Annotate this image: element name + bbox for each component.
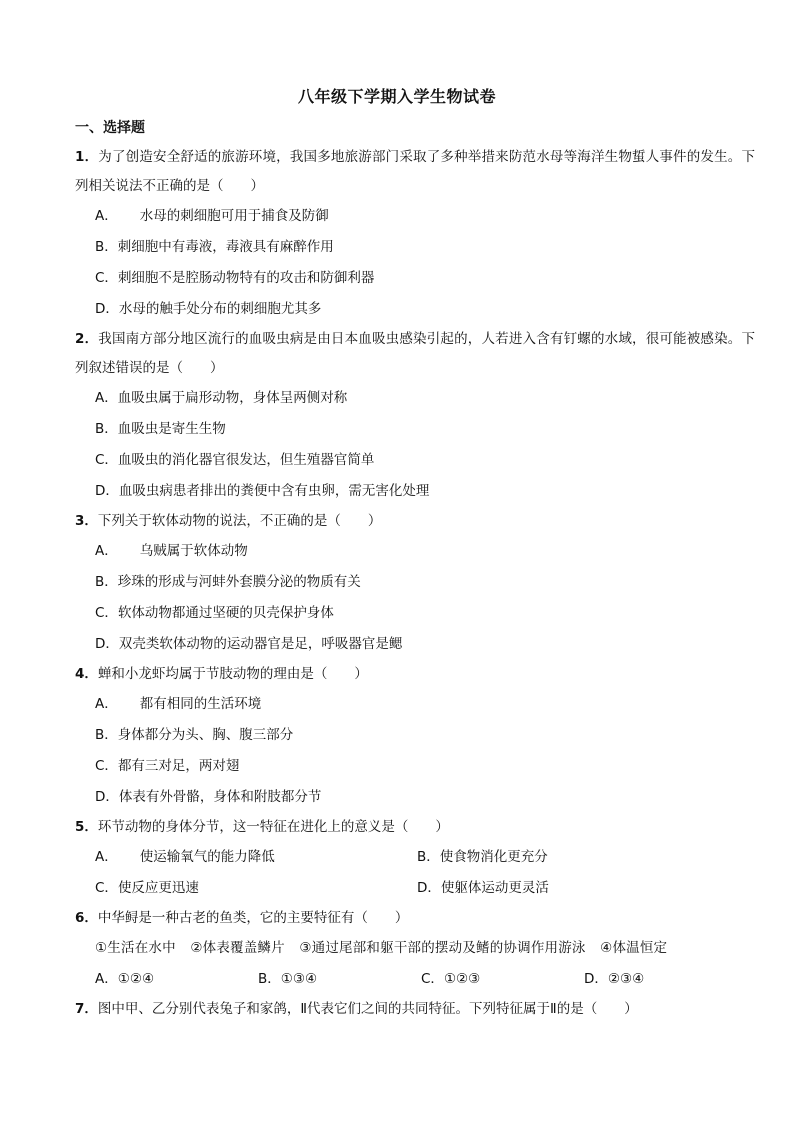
question-7	[75, 995, 755, 1024]
option-a: A． 水母的刺细胞可用于捕食及防御	[95, 208, 329, 224]
option-b: B．珍珠的形成与河蚌外套膜分泌的物质有关	[95, 574, 361, 590]
option-a: A．①②④	[95, 971, 155, 987]
question-number: 4．	[75, 666, 98, 682]
question-number: 5．	[75, 819, 98, 835]
statement: ②体表覆盖鳞片	[190, 940, 285, 956]
question-4	[75, 660, 755, 813]
option-a: A． 乌贼属于软体动物	[95, 543, 248, 559]
option-a: A． 使运输氧气的能力降低	[95, 849, 275, 865]
question-number: 3．	[75, 513, 98, 529]
option-c: C．①②③	[421, 971, 481, 987]
question-stem: 蝉和小龙虾均属于节肢动物的理由是（ ）	[97, 666, 368, 682]
question-number: 7．	[75, 1001, 98, 1017]
question-stem: 为了创造安全舒适的旅游环境，我国多地旅游部门采取了多种举措来防范水母等海洋生物蜇人事件的发生。下列相关说法不正确的是（ ）	[75, 149, 755, 194]
page-title: 八年级下学期入学生物试卷	[297, 87, 496, 106]
option-row	[75, 964, 755, 995]
question-5	[75, 813, 755, 904]
option-d: D．②③④	[584, 971, 645, 987]
option-d: D．双壳类软体动物的运动器官是足，呼吸器官是鳃	[95, 636, 403, 652]
question-6	[75, 904, 755, 995]
option-a: A． 都有相同的生活环境	[95, 696, 262, 712]
question-stem: 我国南方部分地区流行的血吸虫病是由日本血吸虫感染引起的，人若进入含有钉螺的水域，很可能被感染。下列叙述错误的是（ ）	[75, 331, 755, 376]
question-list	[75, 143, 755, 1024]
option-b: B．使食物消化更充分	[417, 849, 548, 865]
statement: ①生活在水中	[95, 940, 176, 956]
question-stem: 图中甲、乙分别代表兔子和家鸽，Ⅱ代表它们之间的共同特征。下列特征属于Ⅱ的是（ ）	[97, 1001, 638, 1017]
question-stem: 环节动物的身体分节，这一特征在进化上的意义是（ ）	[97, 819, 449, 835]
option-c: C．软体动物都通过坚硬的贝壳保护身体	[95, 605, 334, 621]
option-b: B．身体都分为头、胸、腹三部分	[95, 727, 294, 743]
question-3	[75, 507, 755, 660]
question-number: 6．	[75, 910, 98, 926]
option-c: C．血吸虫的消化器官很发达，但生殖器官简单	[95, 452, 375, 468]
option-row	[75, 842, 755, 873]
statement-list	[75, 933, 755, 964]
option-c: C．使反应更迅速	[95, 880, 199, 896]
statement: ④体温恒定	[600, 940, 668, 956]
question-number: 2．	[75, 331, 99, 347]
option-c: C．都有三对足，两对翅	[95, 758, 240, 774]
option-b: B．刺细胞中有毒液，毒液具有麻醉作用	[95, 239, 334, 255]
option-d: D．使躯体运动更灵活	[417, 880, 549, 896]
statement: ③通过尾部和躯干部的摆动及鳍的协调作用游泳	[299, 940, 586, 956]
option-d: D．水母的触手处分布的刺细胞尤其多	[95, 301, 322, 317]
option-d: D．体表有外骨骼，身体和附肢都分节	[95, 789, 322, 805]
question-number: 1．	[75, 149, 99, 165]
question-stem: 中华鲟是一种古老的鱼类，它的主要特征有（ ）	[97, 910, 409, 926]
question-2	[75, 325, 755, 507]
option-d: D．血吸虫病患者排出的粪便中含有虫卵，需无害化处理	[95, 483, 430, 499]
section-heading: 一、选择题	[75, 120, 145, 136]
question-stem: 下列关于软体动物的说法，不正确的是（ ）	[97, 513, 382, 529]
option-row	[75, 873, 755, 904]
option-c: C．刺细胞不是腔肠动物特有的攻击和防御利器	[95, 270, 375, 286]
question-1	[75, 143, 755, 325]
option-a: A．血吸虫属于扁形动物，身体呈两侧对称	[95, 390, 348, 406]
option-b: B．血吸虫是寄生生物	[95, 421, 226, 437]
option-b: B．①③④	[258, 971, 318, 987]
